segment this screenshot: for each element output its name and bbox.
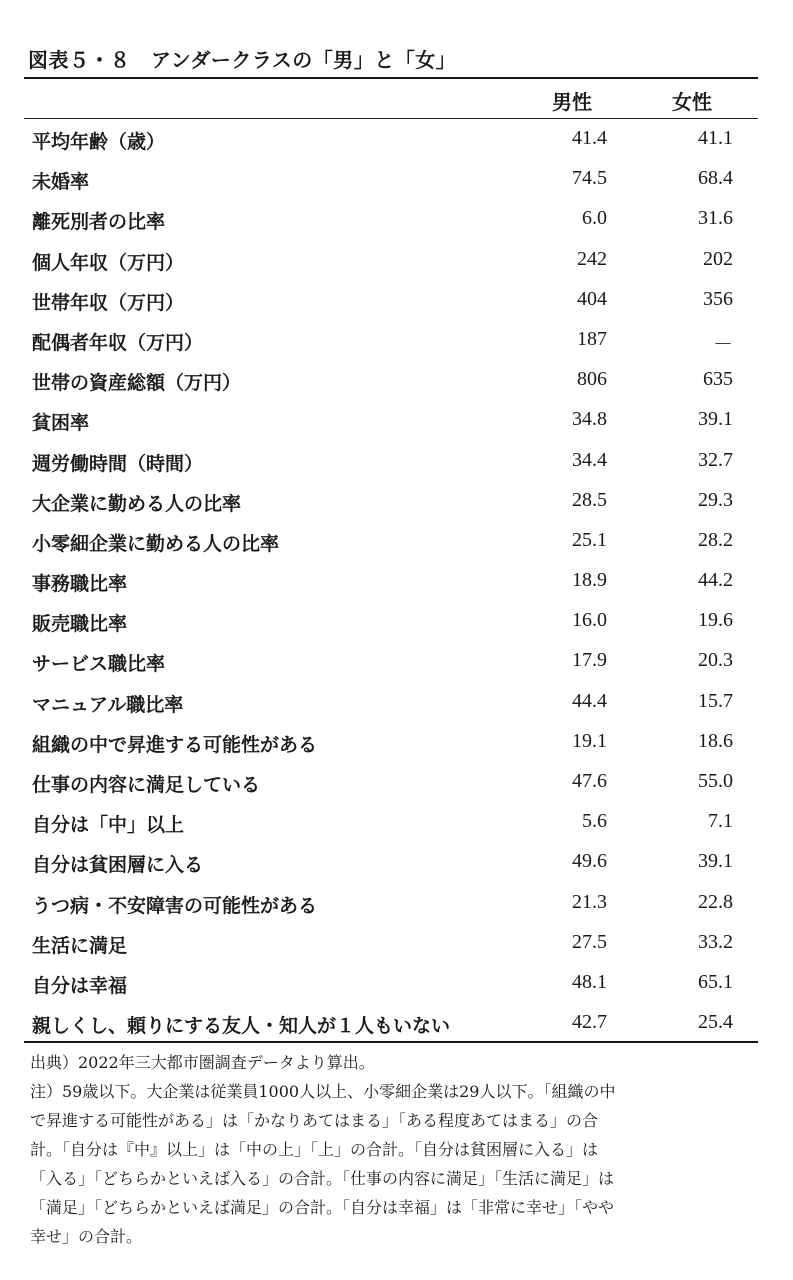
male-value: 806: [577, 368, 607, 391]
female-value: 18.6: [698, 729, 733, 752]
male-value: 41.4: [572, 127, 607, 149]
table-row: [0, 321, 793, 361]
female-value: 7.1: [708, 810, 733, 833]
table-row: [0, 843, 793, 883]
female-value: 20.3: [698, 649, 733, 672]
table-row: [0, 562, 793, 602]
row-label: 配偶者年収（万円）: [32, 331, 204, 354]
female-value: 65.1: [698, 970, 733, 993]
male-value: 18.9: [572, 569, 607, 592]
female-value: 68.4: [698, 167, 733, 190]
male-value: 27.5: [572, 930, 607, 953]
table-row: [0, 522, 793, 562]
table-row: [0, 241, 793, 281]
male-value: 49.6: [572, 850, 607, 873]
male-value: 19.1: [572, 729, 607, 752]
header-rule: [24, 118, 758, 119]
male-value: 17.9: [572, 649, 607, 672]
table-row: [0, 160, 793, 200]
male-value: 34.4: [572, 448, 607, 471]
row-label: 自分は「中」以上: [32, 814, 185, 837]
male-value: 74.5: [572, 167, 607, 190]
female-value: 44.2: [698, 569, 733, 592]
column-header-male: 男性: [552, 90, 592, 114]
table-row: [0, 683, 793, 723]
table-row: [0, 442, 793, 482]
column-header-female: 女性: [672, 90, 712, 114]
male-value: 404: [577, 287, 607, 310]
row-label: 仕事の内容に満足している: [32, 774, 261, 796]
table-row: [0, 401, 793, 441]
male-value: 47.6: [572, 770, 607, 792]
female-value: 25.4: [698, 1011, 733, 1034]
table-row: [0, 1004, 793, 1044]
female-value: 22.8: [698, 890, 733, 913]
female-value: 19.6: [698, 609, 733, 632]
female-value: 28.2: [698, 528, 733, 551]
male-value: 44.4: [572, 689, 607, 712]
female-value: 32.7: [698, 448, 733, 471]
table-row: [0, 884, 793, 924]
table-row: [0, 200, 793, 240]
table-row: [0, 964, 793, 1004]
row-label: 週労働時間（時間）: [32, 452, 204, 475]
note-line: 「満足」「どちらかといえば満足」の合計。「自分は幸福」は「非常に幸せ」「やや: [30, 1198, 615, 1217]
source-note: 出典）2022年三大都市圏調査データより算出。: [30, 1053, 375, 1072]
male-value: 21.3: [572, 890, 607, 913]
row-label: うつ病・不安障害の可能性がある: [32, 894, 318, 917]
row-label: サービス職比率: [32, 653, 166, 676]
female-value: 39.1: [698, 850, 733, 873]
female-value: 41.1: [698, 127, 733, 149]
row-label: 大企業に勤める人の比率: [32, 492, 242, 515]
female-value: 15.7: [698, 689, 733, 712]
top-rule: [24, 77, 758, 79]
notes-block: [30, 1048, 764, 1251]
bottom-rule: [24, 1041, 758, 1043]
table-row: [0, 281, 793, 321]
row-label: マニュアル職比率: [32, 693, 184, 716]
male-value: 25.1: [572, 528, 607, 551]
row-label: 離死別者の比率: [32, 211, 166, 234]
figure-title: 図表５・８ アンダークラスの「男」と「女」: [28, 48, 457, 72]
female-value: 33.2: [698, 930, 733, 953]
row-label: 組織の中で昇進する可能性がある: [32, 733, 318, 756]
female-value: 31.6: [698, 207, 733, 230]
female-value: 55.0: [698, 770, 733, 792]
male-value: 34.8: [572, 408, 607, 431]
female-value: －: [713, 333, 733, 356]
table-row: [0, 763, 793, 803]
row-label: 小零細企業に勤める人の比率: [32, 532, 280, 555]
row-label: 世帯の資産総額（万円）: [32, 372, 242, 395]
row-label: 自分は貧困層に入る: [32, 854, 204, 877]
table-body: [0, 120, 793, 1044]
row-label: 親しくし、頼りにする友人・知人が１人もいない: [32, 1015, 451, 1038]
female-value: 29.3: [698, 488, 733, 511]
female-value: 635: [703, 368, 733, 391]
male-value: 48.1: [572, 970, 607, 993]
male-value: 5.6: [582, 810, 607, 833]
row-label: 平均年齢（歳）: [32, 131, 166, 153]
female-value: 202: [703, 247, 733, 270]
table-row: [0, 803, 793, 843]
male-value: 6.0: [582, 207, 607, 230]
male-value: 187: [577, 327, 607, 350]
male-value: 42.7: [572, 1011, 607, 1034]
row-label: 販売職比率: [32, 613, 128, 636]
row-label: 自分は幸福: [32, 974, 128, 997]
table-row: [0, 482, 793, 522]
row-label: 事務職比率: [32, 573, 128, 596]
female-value: 356: [703, 287, 733, 310]
row-label: 世帯年収（万円）: [32, 291, 185, 314]
row-label: 生活に満足: [32, 934, 128, 957]
table-row: [0, 120, 793, 160]
table-row: [0, 924, 793, 964]
note-line: 計。「自分は『中』以上」は「中の上」「上」の合計。「自分は貧困層に入る」は: [30, 1140, 599, 1159]
note-line: 幸せ」の合計。: [30, 1227, 143, 1246]
row-label: 個人年収（万円）: [32, 251, 185, 274]
note-line: 「入る」「どちらかといえば入る」の合計。「仕事の内容に満足」「生活に満足」は: [30, 1169, 615, 1188]
table-row: [0, 602, 793, 642]
table-row: [0, 723, 793, 763]
male-value: 242: [577, 247, 607, 270]
note-line: で昇進する可能性がある」は「かなりあてはまる」「ある程度あてはまる」の合: [30, 1111, 599, 1130]
table-row: [0, 642, 793, 682]
table-row: [0, 361, 793, 401]
male-value: 28.5: [572, 488, 607, 511]
male-value: 16.0: [572, 609, 607, 632]
female-value: 39.1: [698, 408, 733, 431]
row-label: 貧困率: [32, 412, 90, 435]
row-label: 未婚率: [32, 171, 90, 194]
note-line: 注）59歳以下。大企業は従業員1000人以上、小零細企業は29人以下。「組織の中: [30, 1082, 616, 1101]
